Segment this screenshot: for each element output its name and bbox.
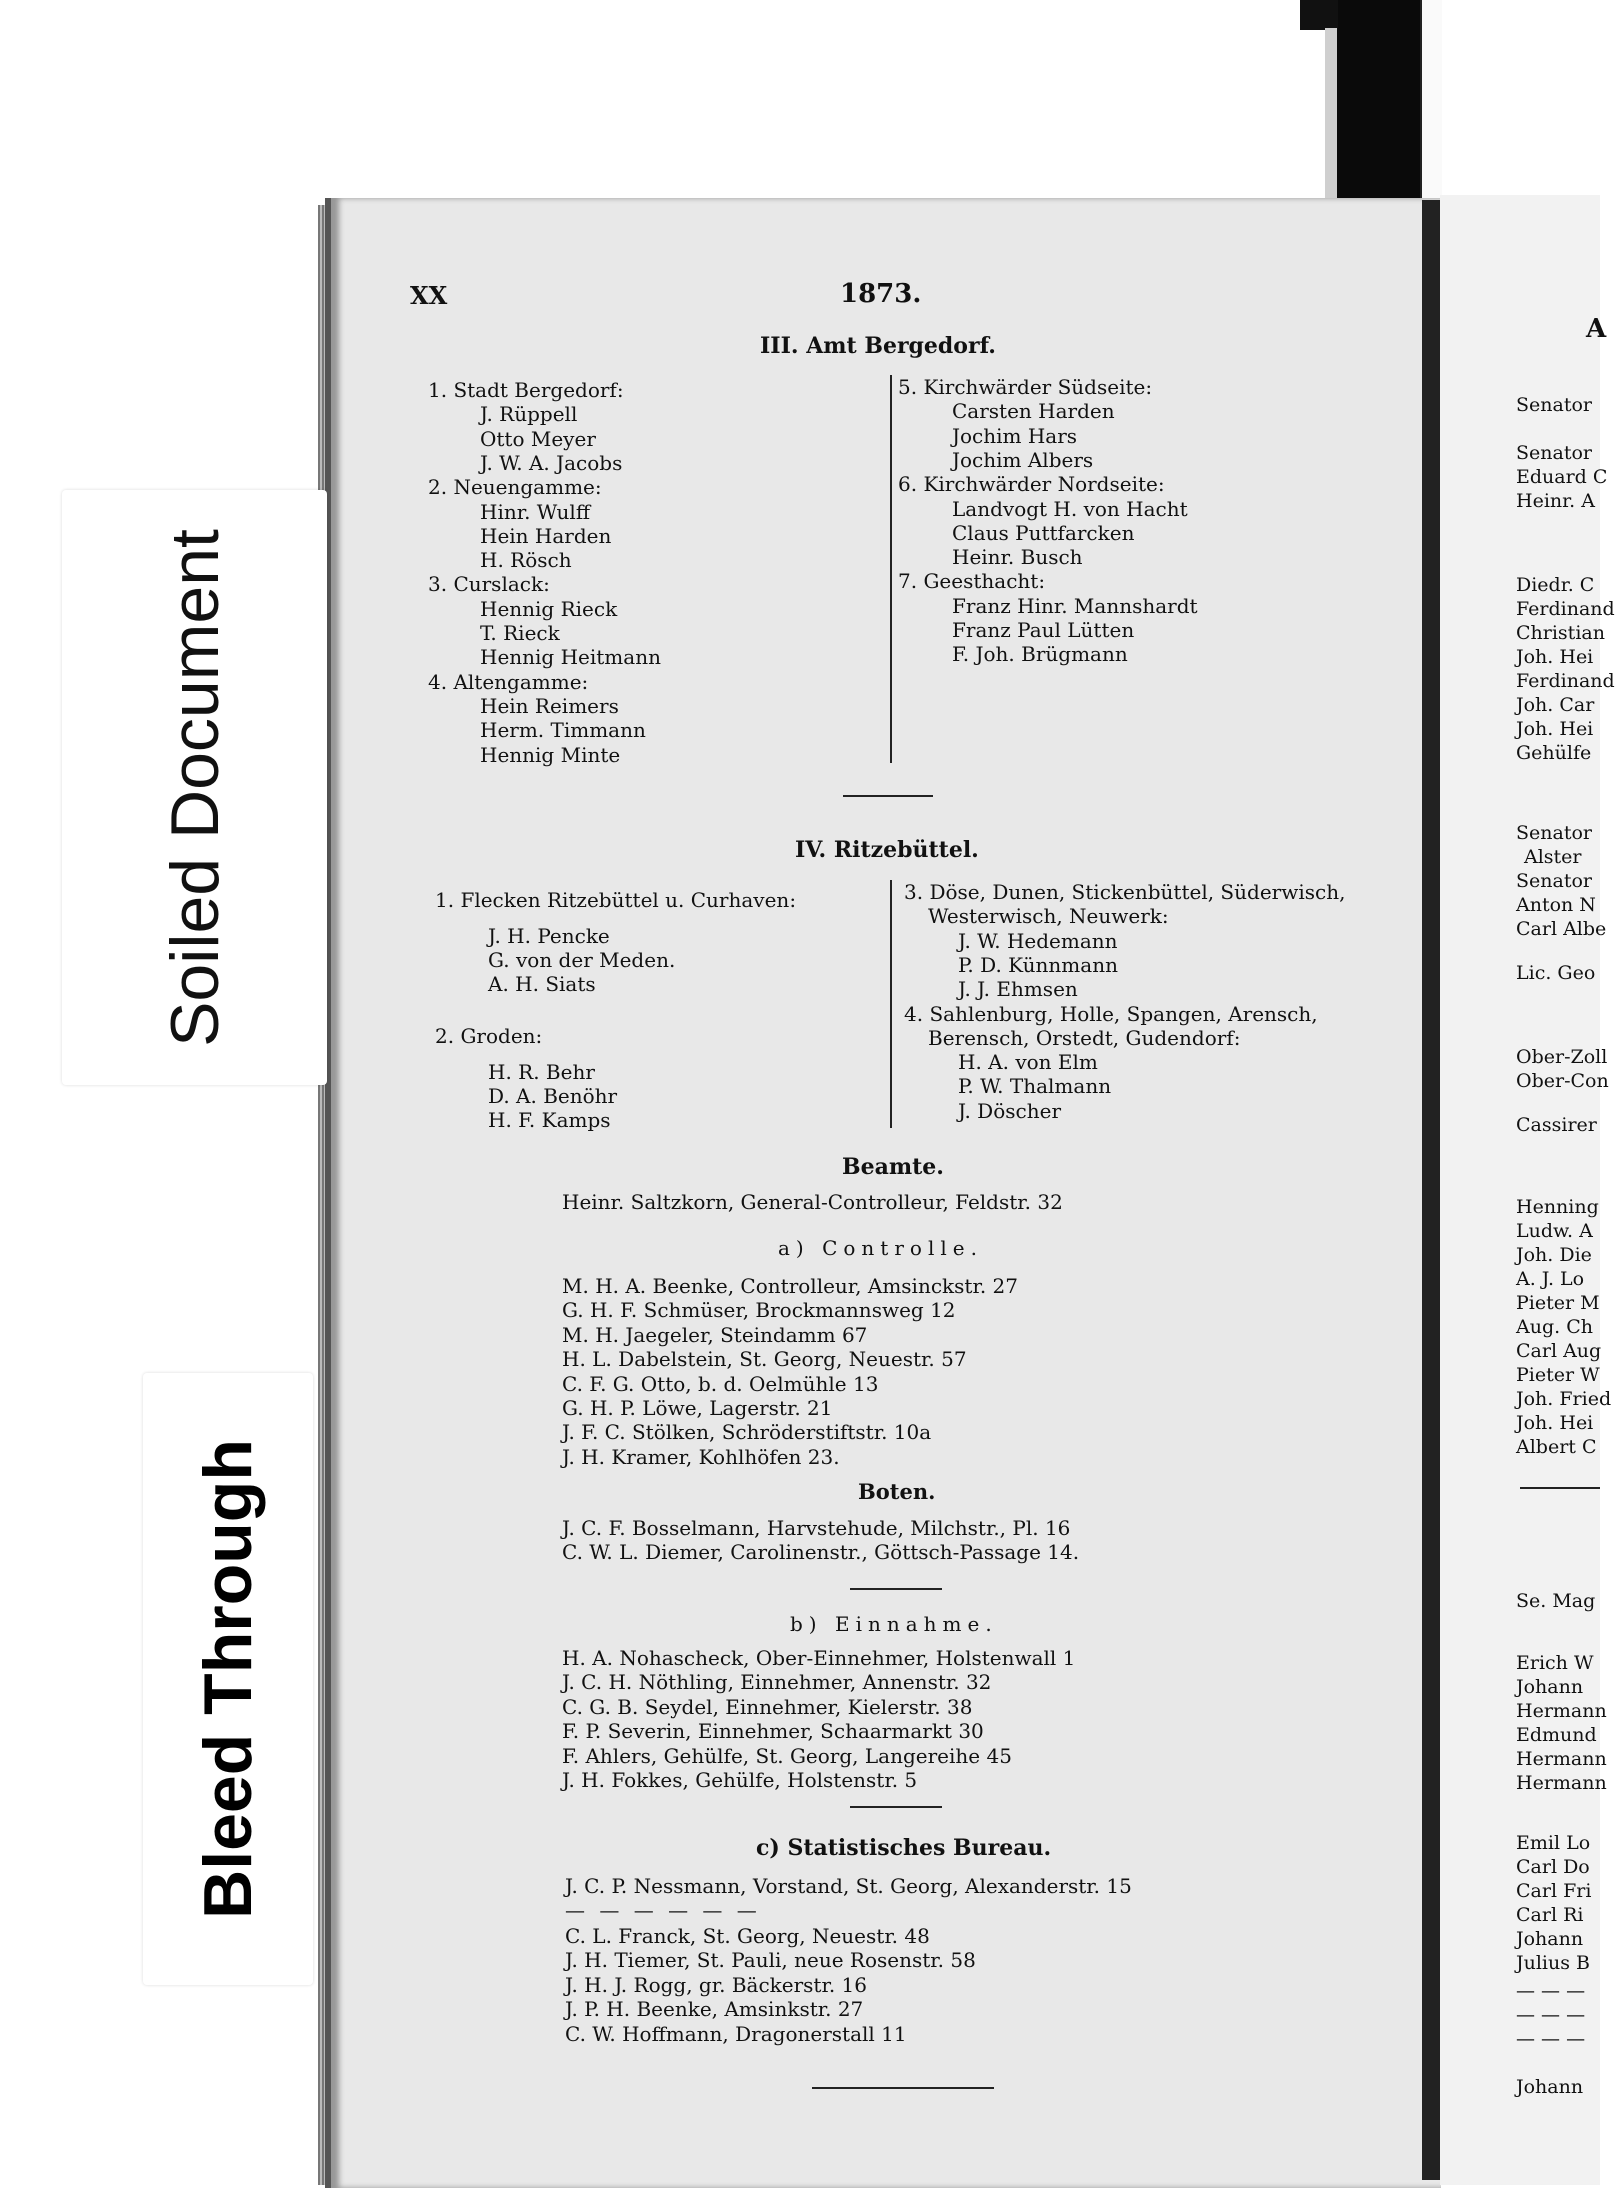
- bureau-entry: C. W. Hoffmann, Dragonerstall 11: [565, 2021, 907, 2046]
- bleed-through-text: Bleed Through: [190, 1439, 266, 1919]
- adjacent-page-fragment: Anton N: [1516, 894, 1596, 916]
- amt-bergedorf-title: III. Amt Bergedorf.: [760, 333, 996, 359]
- general-controlleur: Heinr. Saltzkorn, General-Controlleur, Feldstr. 32: [562, 1190, 1063, 1214]
- bureau-entry: J. P. H. Beenke, Amsinkstr. 27: [565, 1997, 864, 2022]
- adjacent-page-fragment: Hermann: [1516, 1748, 1607, 1770]
- bergedorf-left-entry: J. Rüppell: [480, 402, 578, 427]
- adjacent-page-fragment: Ober-Con: [1516, 1070, 1609, 1092]
- bergedorf-left-entry: Hinr. Wulff: [480, 499, 591, 524]
- adjacent-page-fragment: Christian: [1516, 622, 1605, 644]
- adjacent-page-fragment: Heinr. A: [1516, 490, 1595, 512]
- bureau-dashes: — — — — — —: [565, 1898, 761, 1922]
- adjacent-page-fragment: Joh. Die: [1516, 1244, 1592, 1266]
- bergedorf-left-entry: Hein Reimers: [480, 693, 619, 718]
- ritzebuettel-left-entry: H. F. Kamps: [488, 1108, 611, 1132]
- ritzebuettel-right-heading: 4. Sahlenburg, Holle, Spangen, Arensch,: [904, 1001, 1318, 1026]
- bergedorf-right-heading: 7. Geesthacht:: [898, 569, 1046, 594]
- statistisches-bureau-title: c) Statistisches Bureau.: [756, 1835, 1052, 1861]
- adjacent-page-fragment: Erich W: [1516, 1652, 1594, 1674]
- controlle-entry: H. L. Dabelstein, St. Georg, Neuestr. 57: [562, 1347, 967, 1372]
- controlle-entry: J. H. Kramer, Kohlhöfen 23.: [562, 1444, 840, 1469]
- adjacent-page-fragment: Senator: [1516, 394, 1592, 416]
- bergedorf-left-heading: 2. Neuengamme:: [428, 475, 602, 500]
- bergedorf-left-entry: Hein Harden: [480, 523, 612, 548]
- adjacent-page-fragment: Senator: [1516, 442, 1592, 464]
- beamte-title: Beamte.: [842, 1154, 944, 1180]
- adjacent-page-dash-line: — — —: [1516, 1980, 1586, 2002]
- bergedorf-left-heading: 1. Stadt Bergedorf:: [428, 378, 624, 402]
- binding-shadow-top: [1337, 0, 1423, 200]
- adjacent-page-fragment: Emil Lo: [1516, 1832, 1591, 1854]
- adjacent-page-fragment: Carl Albe: [1516, 918, 1607, 940]
- binding-strip: [1420, 0, 1442, 200]
- boten-entry: C. W. L. Diemer, Carolinenstr., Göttsch-Passage 14.: [562, 1540, 1080, 1565]
- ritzebuettel-right-entry: P. D. Künnmann: [958, 952, 1118, 977]
- controlle-entry: G. H. F. Schmüser, Brockmannsweg 12: [562, 1298, 956, 1323]
- adjacent-page-fragment: Joh. Car: [1516, 694, 1595, 716]
- bergedorf-left-entry: J. W. A. Jacobs: [480, 450, 623, 475]
- ritzebuettel-left-heading: 1. Flecken Ritzebüttel u. Curhaven:: [435, 888, 797, 912]
- adjacent-page-fragment: Carl Ri: [1516, 1904, 1584, 1926]
- bergedorf-right-entry: Jochim Hars: [952, 423, 1078, 448]
- adjacent-page-fragment: Carl Do: [1516, 1856, 1590, 1878]
- ritzebuettel-right-entry: J. J. Ehmsen: [958, 977, 1078, 1002]
- page-number: XX: [410, 281, 448, 310]
- ritzebuettel-right-entry: J. Döscher: [958, 1098, 1061, 1123]
- bergedorf-right-entry: Franz Hinr. Mannshardt: [952, 593, 1198, 618]
- adjacent-page-fragment: Ferdinand: [1516, 598, 1615, 620]
- einnahme-entry: F. Ahlers, Gehülfe, St. Georg, Langereihe 45: [562, 1743, 1012, 1768]
- adjacent-page-fragment: Aug. Ch: [1516, 1316, 1593, 1338]
- adjacent-page-fragment: Johann: [1516, 1928, 1584, 1950]
- adjacent-page-fragment: Carl Aug: [1516, 1340, 1602, 1362]
- einnahme-entry: J. H. Fokkes, Gehülfe, Holstenstr. 5: [562, 1768, 918, 1792]
- adjacent-page-fragment: Diedr. C: [1516, 574, 1595, 596]
- bureau-entry: J. H. J. Rogg, gr. Bäckerstr. 16: [565, 1972, 867, 1997]
- bergedorf-right-heading: 5. Kirchwärder Südseite:: [898, 375, 1153, 399]
- adjacent-page-heading-fragment: A: [1586, 314, 1607, 344]
- bergedorf-right-entry: Franz Paul Lütten: [952, 618, 1135, 642]
- adjacent-page-fragment: Senator: [1516, 870, 1592, 892]
- adjacent-page-fragment: Johann: [1516, 2076, 1584, 2098]
- column-divider: [890, 375, 892, 763]
- adjacent-page-fragment: Ferdinand: [1516, 670, 1615, 692]
- einnahme-entry: C. G. B. Seydel, Einnehmer, Kielerstr. 38: [562, 1694, 973, 1719]
- boten-title: Boten.: [858, 1479, 936, 1504]
- adjacent-page-fragment: Senator: [1516, 822, 1592, 844]
- adjacent-page-fragment: Gehülfe: [1516, 742, 1592, 764]
- bureau-entry: C. L. Franck, St. Georg, Neuestr. 48: [565, 1924, 930, 1948]
- adjacent-page-fragment: Joh. Hei: [1516, 1412, 1594, 1434]
- bergedorf-left-entry: Hennig Heitmann: [480, 645, 661, 670]
- soiled-document-label: [62, 490, 327, 1085]
- bergedorf-right-entry: Heinr. Busch: [952, 545, 1083, 570]
- binding-shadow-top-thin: [1300, 0, 1338, 30]
- bleed-through-label: [143, 1373, 313, 1985]
- bergedorf-left-entry: T. Rieck: [480, 621, 560, 645]
- adjacent-page-fragment: Joh. Fried: [1516, 1388, 1612, 1410]
- bergedorf-left-entry: Hennig Rieck: [480, 596, 618, 621]
- adjacent-page-fragment: Ludw. A: [1516, 1220, 1593, 1242]
- bergedorf-right-entry: Jochim Albers: [952, 447, 1094, 472]
- section-separator: [850, 1588, 942, 1590]
- adjacent-page-fragment: Joh. Hei: [1516, 718, 1594, 740]
- ritzebuettel-right-entry: H. A. von Elm: [958, 1050, 1098, 1075]
- ritzebuettel-title: IV. Ritzebüttel.: [795, 837, 979, 863]
- adjacent-page-fragment: Cassirer: [1516, 1114, 1597, 1136]
- bergedorf-right-entry: Landvogt H. von Hacht: [952, 496, 1188, 521]
- controlle-entry: M. H. Jaegeler, Steindamm 67: [562, 1322, 868, 1347]
- bergedorf-left-entry: H. Rösch: [480, 548, 572, 573]
- year-heading: 1873.: [840, 279, 922, 309]
- adjacent-page-fragment: Hermann: [1516, 1700, 1607, 1722]
- bergedorf-left-entry: Hennig Minte: [480, 742, 621, 767]
- binding-edge: [1325, 28, 1337, 200]
- ritzebuettel-left-heading: 2. Groden:: [435, 1024, 543, 1048]
- bergedorf-left-heading: 4. Altengamme:: [428, 669, 589, 694]
- bergedorf-left-entry: Herm. Timmann: [480, 718, 646, 743]
- boten-entry: J. C. F. Bosselmann, Harvstehude, Milchstr., Pl. 16: [562, 1516, 1071, 1540]
- bureau-vorstand: J. C. P. Nessmann, Vorstand, St. Georg, Alexanderstr. 15: [565, 1874, 1132, 1898]
- adjacent-page: [1440, 195, 1615, 2185]
- bergedorf-left-entry: Otto Meyer: [480, 426, 596, 451]
- adjacent-page-fragment: Se. Mag: [1516, 1590, 1596, 1612]
- ritzebuettel-left-entry: H. R. Behr: [488, 1060, 595, 1084]
- ritzebuettel-right-entry: P. W. Thalmann: [958, 1074, 1112, 1099]
- soiled-document-text: Soiled Document: [156, 528, 233, 1047]
- adjacent-page-fragment: Edmund: [1516, 1724, 1597, 1746]
- adjacent-page-fragment: Johann: [1516, 1676, 1584, 1698]
- adjacent-page-fragment: Eduard C: [1516, 466, 1608, 488]
- adjacent-page-fragment: Lic. Geo: [1516, 962, 1596, 984]
- controlle-entry: C. F. G. Otto, b. d. Oelmühle 13: [562, 1371, 879, 1396]
- adjacent-page-fragment: Hermann: [1516, 1772, 1607, 1794]
- section-separator: [843, 795, 933, 797]
- adjacent-page-fragment: Pieter M: [1516, 1292, 1600, 1314]
- bergedorf-right-entry: F. Joh. Brügmann: [952, 642, 1128, 667]
- ritzebuettel-left-entry: G. von der Meden.: [488, 948, 676, 972]
- adjacent-page-fragment: Joh. Hei: [1516, 646, 1594, 668]
- bergedorf-right-heading: 6. Kirchwärder Nordseite:: [898, 472, 1165, 497]
- section-separator: [850, 1806, 942, 1808]
- adjacent-page-dash-line: — — —: [1516, 2028, 1586, 2050]
- adjacent-page-dash-line: — — —: [1516, 2004, 1586, 2026]
- adjacent-page-fragment: Pieter W: [1516, 1364, 1600, 1386]
- ritzebuettel-right-entry: Westerwisch, Neuwerk:: [928, 904, 1169, 929]
- end-rule: [812, 2087, 994, 2089]
- adjacent-page-fragment: Albert C: [1516, 1436, 1597, 1458]
- ritzebuettel-left-entry: J. H. Pencke: [488, 924, 610, 948]
- bergedorf-right-entry: Claus Puttfarcken: [952, 520, 1135, 545]
- controlle-entry: M. H. A. Beenke, Controlleur, Amsinckstr. 27: [562, 1274, 1018, 1298]
- ritzebuettel-right-entry: J. W. Hedemann: [958, 928, 1118, 953]
- einnahme-title: b) Einnahme.: [790, 1612, 998, 1636]
- adjacent-page-rule: [1520, 1487, 1600, 1489]
- book-gutter: [1422, 200, 1440, 2180]
- adjacent-page-fragment: Julius B: [1516, 1952, 1590, 1974]
- einnahme-entry: J. C. H. Nöthling, Einnehmer, Annenstr. 32: [562, 1670, 992, 1695]
- adjacent-page-fragment: A. J. Lo: [1516, 1268, 1585, 1290]
- adjacent-page-fragment: Carl Fri: [1516, 1880, 1592, 1902]
- ritzebuettel-left-entry: A. H. Siats: [488, 972, 596, 996]
- controlle-entry: J. F. C. Stölken, Schröderstiftstr. 10a: [562, 1420, 932, 1445]
- einnahme-entry: H. A. Nohascheck, Ober-Einnehmer, Holstenwall 1: [562, 1646, 1076, 1670]
- ritzebuettel-right-heading: 3. Döse, Dunen, Stickenbüttel, Süderwisch,: [904, 880, 1346, 904]
- column-divider: [890, 880, 892, 1128]
- adjacent-page-fragment: Ober-Zoll: [1516, 1046, 1608, 1068]
- adjacent-page-fragment: Henning: [1516, 1196, 1599, 1218]
- einnahme-entry: F. P. Severin, Einnehmer, Schaarmarkt 30: [562, 1719, 984, 1744]
- adjacent-page-fragment: Alster: [1524, 846, 1582, 868]
- ritzebuettel-right-entry: Berensch, Orstedt, Gudendorf:: [928, 1025, 1241, 1050]
- ritzebuettel-left-entry: D. A. Benöhr: [488, 1084, 618, 1108]
- controlle-title: a) Controlle.: [778, 1236, 983, 1260]
- controlle-entry: G. H. P. Löwe, Lagerstr. 21: [562, 1396, 833, 1420]
- bureau-entry: J. H. Tiemer, St. Pauli, neue Rosenstr. 58: [565, 1948, 976, 1973]
- bergedorf-right-entry: Carsten Harden: [952, 399, 1115, 424]
- bergedorf-left-heading: 3. Curslack:: [428, 572, 550, 597]
